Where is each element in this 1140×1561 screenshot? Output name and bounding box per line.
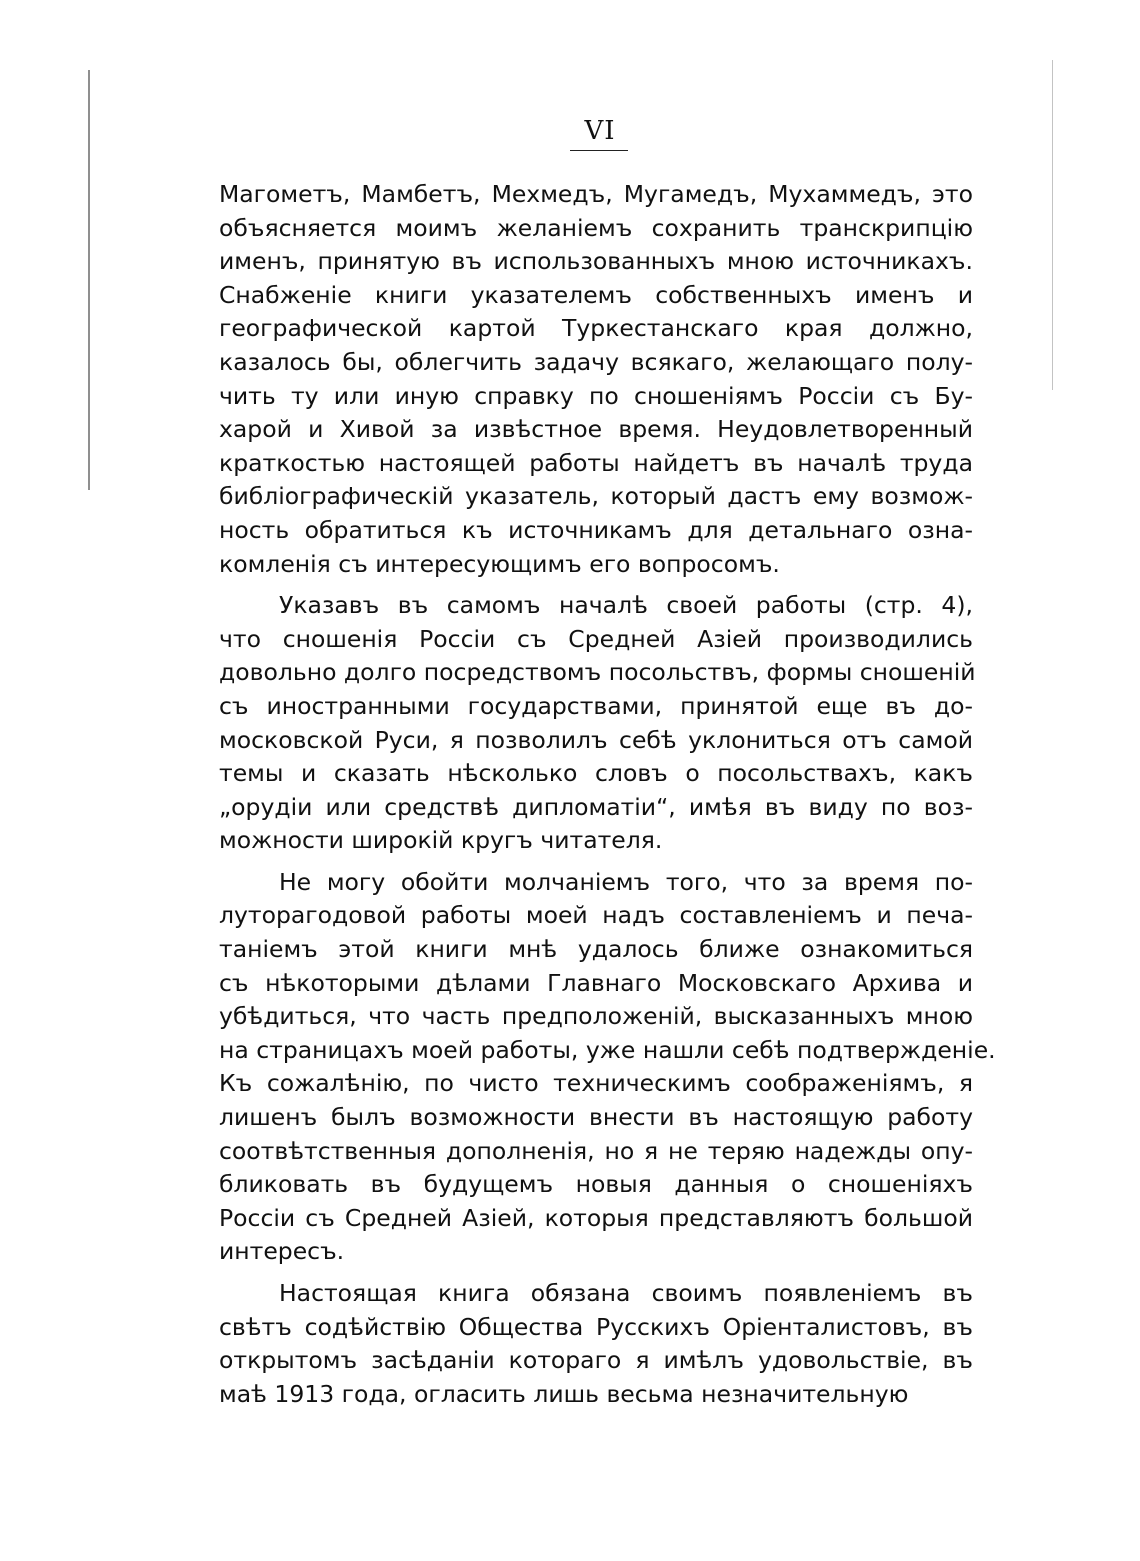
page-number-rule — [570, 150, 628, 151]
text-line: соотвѣтственныя дополненiя, но я не теряю надежды опу- — [219, 1136, 973, 1165]
text-line: интересъ. — [219, 1237, 345, 1266]
text-line: библiографическiй указатель, который дастъ ему возмож- — [219, 482, 973, 511]
text-line: краткостью настоящей работы найдетъ въ началѣ труда — [219, 448, 973, 477]
scan-margin-mark-right — [1052, 60, 1053, 390]
text-line: съ иностранными государствами, принятой еще въ до- — [219, 691, 973, 720]
text-line: убѣдиться, что часть предположенiй, высказанныхъ мною — [219, 1002, 973, 1031]
text-line: можности широкiй кругъ читателя. — [219, 826, 663, 855]
paragraph — [219, 589, 976, 858]
text-line: ность обратиться къ источникамъ для детальнаго озна- — [219, 515, 973, 544]
body-text — [219, 178, 996, 1411]
text-line: географической картой Туркестанскаго края должно, — [219, 314, 973, 343]
text-line: именъ, принятую въ использованныхъ мною источникахъ. — [219, 247, 973, 276]
paragraph-gap — [219, 1269, 973, 1277]
paragraph-gap — [219, 858, 973, 866]
text-line: съ нѣкоторыми дѣлами Главнаго Московскаго Архива и — [219, 968, 973, 997]
paragraph — [219, 866, 996, 1269]
text-line: казалось бы, облегчить задачу всякаго, желающаго полу- — [219, 347, 973, 376]
text-line: чить ту или иную справку по сношенiямъ Россiи съ Бу- — [219, 381, 973, 410]
text-line: комленiя съ интересующимъ его вопросомъ. — [219, 549, 780, 578]
text-line: Магометъ, Мамбетъ, Мехмедъ, Мугамедъ, Мухаммедъ, это — [219, 180, 973, 208]
text-line: Россiи съ Средней Азiей, которыя представляютъ большой — [219, 1203, 973, 1232]
paragraph — [219, 1277, 973, 1411]
text-line: танiемъ этой книги мнѣ удалось ближе ознакомиться — [219, 935, 973, 964]
text-line: маѣ 1913 года, огласить лишь весьма незначительную — [219, 1379, 909, 1408]
text-line: свѣтъ содѣйствiю Общества Русскихъ Орiенталистовъ, въ — [219, 1312, 973, 1341]
text-line: московской Руси, я позволилъ себѣ уклониться отъ самой — [219, 725, 973, 754]
text-line: бликовать въ будущемъ новыя данныя о сношенiяхъ — [219, 1170, 973, 1199]
text-line: „орудiи или средствѣ дипломатiи“, имѣя въ виду по воз- — [219, 792, 973, 821]
text-line: лишенъ былъ возможности внести въ настоящую работу — [219, 1103, 973, 1132]
text-line: открытомъ засѣданiи котораго я имѣлъ удовольствiе, въ — [219, 1346, 973, 1375]
text-line: Не могу обойти молчанiемъ того, что за время по- — [279, 867, 973, 896]
text-line: Снабженiе книги указателемъ собственныхъ именъ и — [219, 280, 973, 309]
text-line: харой и Хивой за извѣстное время. Неудовлетворенный — [219, 415, 973, 444]
text-line: темы и сказать нѣсколько словъ о посольствахъ, какъ — [219, 759, 973, 788]
text-line: объясняется моимъ желанiемъ сохранить транскрипцiю — [219, 213, 973, 242]
page-number: VI — [584, 116, 616, 146]
text-line: Къ сожалѣнiю, по чисто техническимъ соображенiямъ, я — [219, 1069, 973, 1098]
text-line: Настоящая книга обязана своимъ появленiемъ въ — [279, 1279, 973, 1307]
text-line: что сношенiя Россiи съ Средней Азiей производились — [219, 624, 973, 653]
paragraph — [219, 178, 973, 581]
text-line: довольно долго посредствомъ посольствъ, формы сношенiй — [219, 658, 976, 687]
text-line: на страницахъ моей работы, уже нашли себѣ подтвержденiе. — [219, 1035, 996, 1064]
paragraph-gap — [219, 581, 973, 589]
text-line: луторагодовой работы моей надъ составленiемъ и печа- — [219, 901, 973, 930]
scan-margin-mark-left — [88, 70, 90, 490]
text-line: Указавъ въ самомъ началѣ своей работы (стр. 4), — [279, 591, 973, 620]
